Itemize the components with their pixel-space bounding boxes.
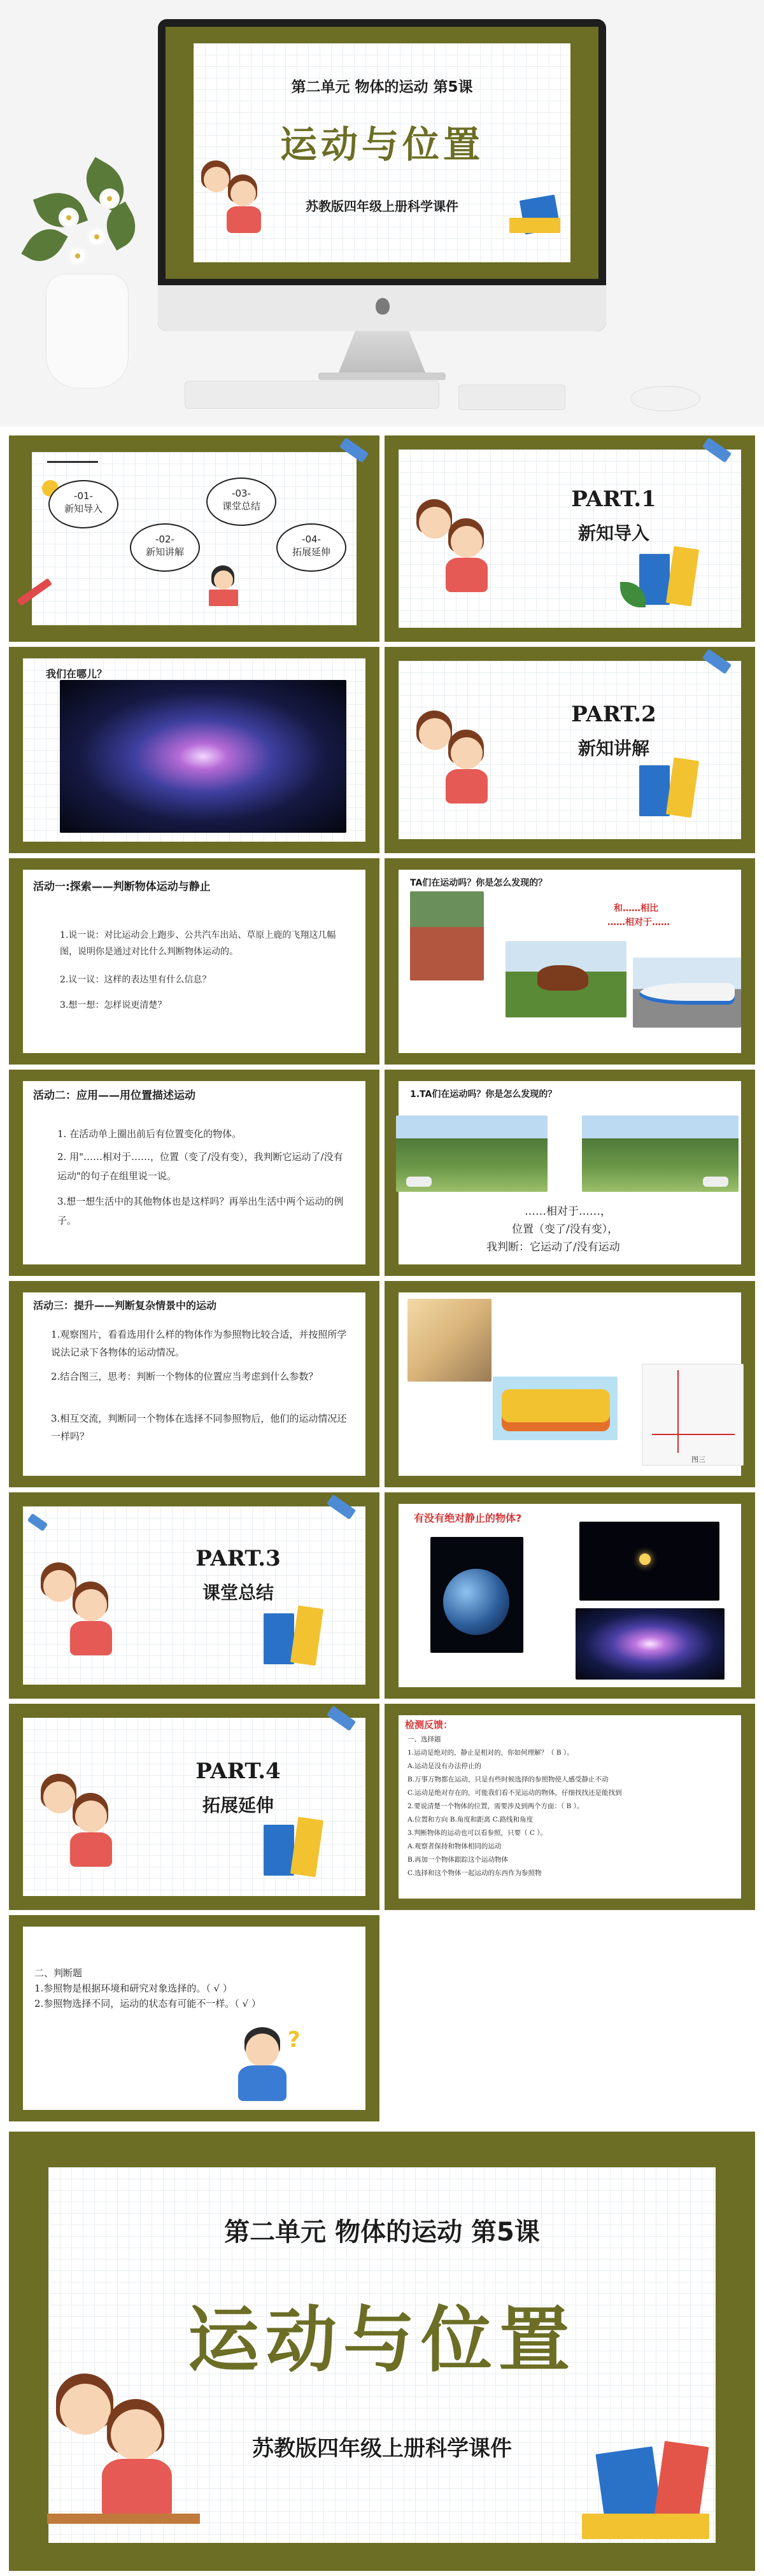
toc-slide — [9, 435, 379, 642]
quiz-line: C.运动是绝对存在的，可能我们看不见运动的物体，仔细找找还是能找到 — [407, 1789, 622, 1797]
part2-slide — [385, 647, 755, 853]
activity1-slide — [9, 858, 379, 1065]
quiz-line: A.位置和方向 B.角度和距离 C.路线和角度 — [407, 1816, 534, 1823]
part1-title: PART.1 — [571, 486, 656, 512]
sun-shape — [639, 1553, 651, 1565]
toc-label: 拓展延伸 — [292, 546, 330, 558]
part3-title: PART.3 — [195, 1546, 281, 1571]
cover-screen — [166, 27, 598, 279]
book — [582, 2514, 709, 2539]
quiz-line: 1.运动是绝对的，静止是相对的，你如何理解？（ B ）。 — [407, 1749, 574, 1757]
quiz-line: 3.判断物体的运动也可以看参照，只要（ C ）。 — [407, 1829, 547, 1837]
toc-num: -02- — [155, 534, 174, 545]
activity2-line-1: 1. 在活动单上圈出前后有位置变化的物体。 — [57, 1128, 242, 1140]
kid-body — [70, 1621, 112, 1655]
kid-body — [446, 769, 488, 803]
scenes-slide — [385, 1281, 755, 1487]
activity3-line-1: 1.观察图片，看看选用什么样的物体作为参照物比较合适，并按照所学说法记录下各物体的运动情况。 — [51, 1329, 347, 1358]
part3-subtitle: 课堂总结 — [202, 1582, 274, 1603]
kid-face — [419, 718, 451, 750]
toc-item-4[interactable] — [276, 523, 346, 572]
kid-face — [230, 181, 256, 206]
car-shape — [406, 1177, 432, 1187]
galaxy-photo — [576, 1608, 725, 1680]
kid-body — [227, 206, 261, 233]
quiz-line: 一、选择题 — [407, 1736, 441, 1743]
ta2-sentence-line1: ……相对于……， — [525, 1205, 611, 1218]
toc-item-1[interactable] — [48, 480, 118, 528]
toc-num: -03- — [232, 488, 251, 499]
activity3-line-2: 2.结合图三，思考：判断一个物体的位置应当考虑到什么参数？ — [51, 1371, 318, 1382]
monitor-stand-base — [318, 372, 446, 380]
toc-label: 新知导入 — [64, 503, 103, 514]
apple-logo-icon — [376, 298, 390, 315]
earth-shape — [443, 1569, 509, 1635]
quiz-line: A.观察者保持和物体相同的运动 — [407, 1843, 502, 1850]
activity1-line-3: 3.想一想：怎样说更清楚？ — [60, 1000, 167, 1010]
final-title: 运动与位置 — [188, 2299, 576, 2382]
ta2-heading: 1.TA们在运动吗？你是怎么发现的？ — [410, 1089, 557, 1100]
galaxy-image — [60, 680, 346, 833]
toc-item-2[interactable] — [130, 523, 200, 572]
toc-num: -04- — [302, 534, 321, 545]
toc-num: -01- — [74, 490, 93, 502]
escalator-photo — [407, 1299, 492, 1382]
quiz-lines — [407, 1733, 735, 1880]
bus-shape — [502, 1389, 610, 1431]
ta2-sentence-line2: 位置（变了/没有变）， — [512, 1223, 619, 1236]
kid-face — [214, 570, 233, 590]
car-shape — [703, 1177, 728, 1187]
still-heading: 有没有绝对静止的物体? — [414, 1512, 522, 1524]
toc-label: 课堂总结 — [222, 500, 260, 512]
flower-icon — [89, 229, 104, 244]
kid-face — [60, 2384, 111, 2435]
kid-face — [246, 2034, 279, 2067]
toc-item-3[interactable] — [206, 478, 276, 526]
activity1-line-2: 2.议一议：这样的表达里有什么信息？ — [60, 975, 211, 985]
judge-line-1: 二、判断题 — [34, 1967, 83, 1979]
book — [209, 590, 238, 606]
cover-title: 运动与位置 — [279, 123, 484, 166]
ta-slide-2 — [385, 1070, 755, 1276]
ta2-sentence-line3: 我判断：它运动了/没有运动 — [486, 1241, 620, 1254]
kid-face — [75, 1589, 107, 1621]
toc-label: 新知讲解 — [145, 546, 184, 558]
activity3-heading: 活动三：提升——判断复杂情景中的运动 — [33, 1299, 217, 1312]
map-label: 图三 — [691, 1455, 705, 1464]
kid-face — [111, 2409, 162, 2460]
map-axis-vertical — [677, 1370, 679, 1453]
train-shape — [639, 983, 735, 1005]
part1-slide — [385, 435, 755, 642]
activity3-slide — [9, 1281, 379, 1487]
kid-body — [102, 2459, 172, 2516]
mouse — [630, 386, 700, 411]
judge-line-2: 1.参照物是根据环境和研究对象选择的。（ √ ） — [34, 1983, 232, 1994]
ta-slide — [385, 858, 755, 1065]
horse-shape — [537, 965, 588, 991]
runner-photo — [410, 891, 484, 980]
question-mark-icon: ? — [288, 2027, 301, 2053]
quiz-heading: 检测反馈： — [405, 1719, 453, 1730]
books-illustration — [264, 1613, 294, 1664]
where-slide — [9, 647, 379, 853]
flower-icon — [61, 210, 76, 225]
kid-face — [75, 1801, 107, 1832]
trackpad — [458, 385, 565, 410]
quiz-line: B.万事万物都在运动，只是有些时候选择的参照物使人感受静止不动 — [407, 1776, 609, 1783]
final-subtitle: 苏教版四年级上册科学课件 — [252, 2436, 512, 2461]
quiz-line: B.再加一个物体跟踪这个运动物体 — [407, 1856, 509, 1864]
kid-body — [70, 1832, 112, 1867]
cover-unit-line: 第二单元 物体的运动 第5课 — [291, 79, 473, 96]
kid-face — [43, 1570, 75, 1602]
cover-subtitle: 苏教版四年级上册科学课件 — [306, 199, 458, 214]
ta-heading: TA们在运动吗？你是怎么发现的？ — [410, 878, 548, 888]
scribble — [47, 461, 98, 463]
desk — [47, 2514, 200, 2524]
ta-note-line1: 和……相比 — [614, 903, 658, 914]
kid-face — [451, 526, 483, 558]
quiz-slide — [385, 1704, 755, 1910]
kid-face — [204, 167, 229, 192]
books-illustration — [639, 765, 670, 816]
still-slide — [385, 1492, 755, 1699]
quiz-line: C.选择和这个物体一起运动的东西作为参照物 — [407, 1869, 542, 1877]
kid-face — [451, 737, 483, 769]
activity1-line-1: 1.说一说：对比运动会上跑步、公共汽车出站、草原上鹿的飞翔这几幅图，说明你是通过对比什么判断物体运动的。 — [60, 930, 336, 957]
map-illustration — [642, 1364, 744, 1466]
map-axis-horizontal — [652, 1434, 735, 1435]
quiz-line: A.运动是没有办法停止的 — [407, 1762, 481, 1770]
part2-subtitle: 新知讲解 — [577, 738, 649, 759]
final-cover-slide — [9, 2132, 755, 2571]
keyboard — [185, 381, 439, 409]
part2-title: PART.2 — [571, 702, 656, 727]
flower-icon — [70, 248, 85, 264]
part4-title: PART.4 — [195, 1759, 281, 1784]
part1-subtitle: 新知导入 — [577, 523, 649, 544]
activity3-line-3: 3.相互交流，判断同一个物体在选择不同参照物后，他们的运动情况还一样吗？ — [51, 1413, 347, 1442]
flower-vase — [46, 274, 129, 388]
ta-note-line2: ……相对于…… — [607, 917, 670, 928]
part4-slide — [9, 1704, 379, 1910]
activity2-heading: 活动二：应用——用位置描述运动 — [33, 1089, 195, 1102]
activity2-line-2: 2. 用"……相对于……，位置（变了/没有变），我判断它运动了/没有运动"的句子在组里说一说。 — [57, 1151, 343, 1182]
part4-subtitle: 拓展延伸 — [202, 1795, 274, 1816]
quiz-line: 2.要说清楚一个物体的位置，需要涉及到两个方面：（ B ）。 — [407, 1802, 584, 1810]
judge-slide — [9, 1915, 379, 2121]
final-unit-line: 第二单元 物体的运动 第5课 — [224, 2218, 540, 2247]
activity1-heading: 活动一:探索——判断物体运动与静止 — [33, 881, 211, 893]
activity2-slide — [9, 1070, 379, 1276]
flower-icon — [102, 191, 117, 206]
part3-slide — [9, 1492, 379, 1699]
judge-line-3: 2.参照物选择不同，运动的状态有可能不一样。（ √ ） — [34, 1998, 261, 2009]
where-heading: 我们在哪儿？ — [46, 668, 108, 680]
books-illustration — [264, 1825, 294, 1876]
kid-body — [238, 2065, 286, 2101]
kid-face — [43, 1781, 75, 1813]
kid-face — [419, 507, 451, 539]
activity2-line-3: 3.想一想生活中的其他物体也是这样吗？再举出生活中两个运动的例子。 — [57, 1196, 344, 1226]
book — [509, 218, 560, 233]
kid-body — [446, 558, 488, 592]
